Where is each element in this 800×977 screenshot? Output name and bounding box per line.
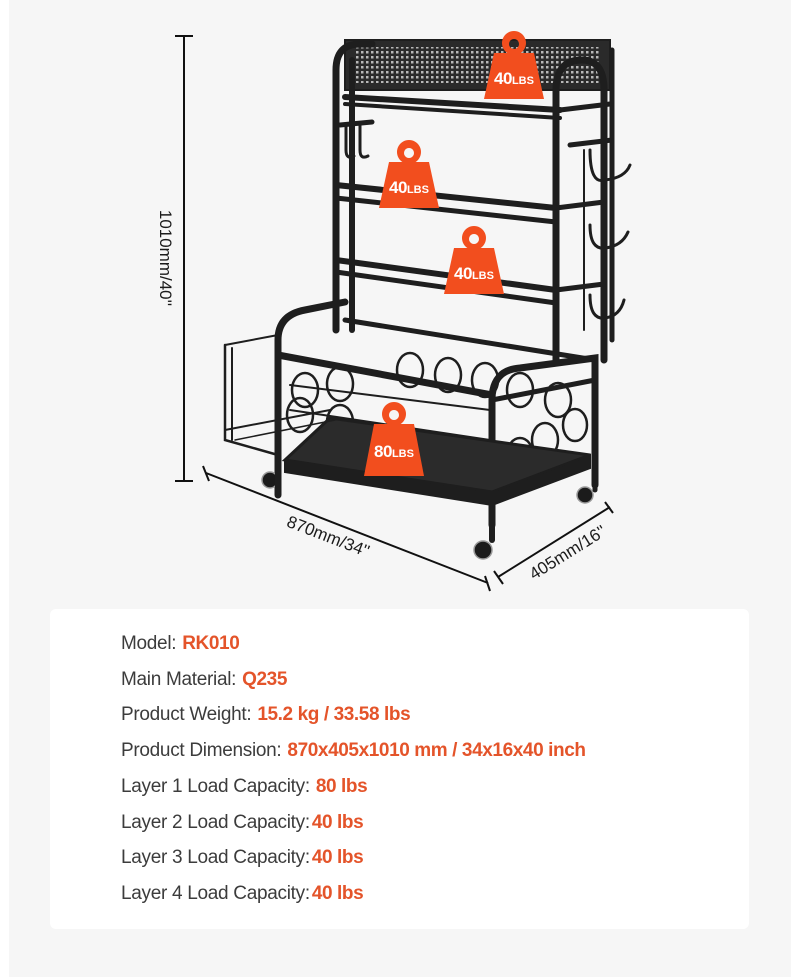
weight-tag-layer-4: 40LBS <box>482 29 546 99</box>
width-dimension-label: 870mm/34'' <box>284 512 373 561</box>
spec-row-layer-2 <box>121 810 363 836</box>
spec-label: Main Material: <box>121 669 237 690</box>
spec-label: Product Dimension: <box>121 740 282 761</box>
spec-label: Model: <box>121 633 177 654</box>
spec-value: 40 lbs <box>311 883 364 904</box>
weight-tag-layer-2: 40LBS <box>442 224 506 294</box>
height-dimension-label: 1010mm/40'' <box>156 209 175 307</box>
rack-frame <box>225 40 630 559</box>
spec-row-layer-4 <box>121 881 363 907</box>
spec-value: 80 lbs <box>315 776 368 797</box>
spec-value: 870x405x1010 mm / 34x16x40 inch <box>287 740 586 761</box>
weight-tag-layer-3: 40LBS <box>377 138 441 208</box>
spec-label: Layer 4 Load Capacity: <box>121 883 310 904</box>
spec-value: Q235 <box>242 669 288 690</box>
spec-row-weight <box>121 702 410 728</box>
spec-row-model <box>121 631 239 657</box>
spec-value: 40 lbs <box>311 847 364 868</box>
spec-row-dimension <box>121 738 586 764</box>
spec-label: Layer 1 Load Capacity: <box>121 776 310 797</box>
weight-icon <box>362 400 426 476</box>
spec-row-material <box>121 667 287 693</box>
height-dimension-line <box>175 36 193 481</box>
spec-value: 40 lbs <box>311 812 364 833</box>
weight-tag-layer-1: 80LBS <box>362 400 426 470</box>
spec-value: RK010 <box>182 633 240 654</box>
depth-dimension-label: 405mm/16'' <box>525 521 610 584</box>
spec-value: 15.2 kg / 33.58 lbs <box>257 704 411 725</box>
specifications-card <box>50 609 749 929</box>
spec-label: Product Weight: <box>121 704 252 725</box>
spec-label: Layer 2 Load Capacity: <box>121 812 310 833</box>
spec-label: Layer 3 Load Capacity: <box>121 847 310 868</box>
spec-row-layer-3 <box>121 845 363 871</box>
spec-row-layer-1 <box>121 774 367 800</box>
